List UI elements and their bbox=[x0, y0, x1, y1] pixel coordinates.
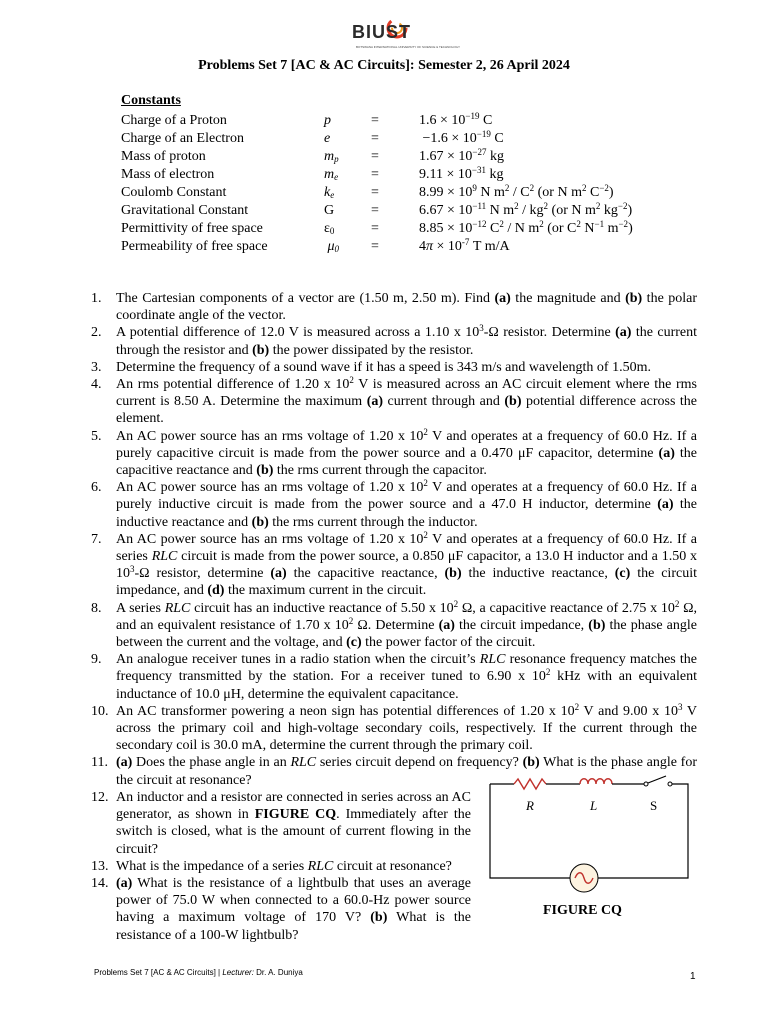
constant-symbol: $k_e$ bbox=[324, 185, 335, 200]
constant-symbol: $\mu_0$ bbox=[324, 239, 340, 254]
constant-name: Charge of a Proton bbox=[121, 113, 227, 128]
constant-name: Gravitational Constant bbox=[121, 203, 249, 218]
logo-text: BIUST bbox=[352, 22, 411, 42]
constant-value: $8.85 \times 10^{-12}$ $C^2$ / N $m^2$ (or $C^2$ $N^{-1}$ $m^{-2}$) bbox=[419, 219, 633, 236]
problem-item: 11. (a) Does the phase angle in an RLC series circuit depend on frequency? (b) What is the phase angle for the circuit at resonance? bbox=[91, 755, 697, 788]
constant-name: Mass of electron bbox=[121, 167, 215, 182]
page-number: 1 bbox=[690, 971, 696, 982]
problem-number: 2. bbox=[91, 325, 102, 341]
switch-symbol bbox=[648, 776, 666, 783]
problem-item: 8. A series RLC circuit has an inductive reactance of 5.50 x $10^2$ Ω, a capacitive reactance of 2.75 x $10^2$ Ω, and an equivalent resistance of 1.70 x $10^2$ Ω. Determine (a) the circuit impedance, (b) the phase angle between the current and the voltage, and (c) the power factor of the circuit. bbox=[91, 598, 698, 651]
constant-row bbox=[121, 167, 681, 185]
switch-terminal bbox=[668, 782, 672, 786]
constant-value: $-1.6 \times 10^{-19}$ C bbox=[419, 129, 504, 146]
university-logo bbox=[350, 14, 460, 52]
constant-name: Permittivity of free space bbox=[121, 221, 263, 236]
problem-number: 7. bbox=[91, 531, 102, 547]
problem-number: 3. bbox=[91, 359, 102, 375]
problem-number: 9. bbox=[91, 652, 102, 668]
problem-item: 6. An AC power source has an rms voltage of 1.20 x $10^2$ V and operates at a frequency of 60.0 Hz. If a purely inductive circuit is made from the power source and a 47.0 H inductor, determine (a) the inductive reactance and (b) the rms current through the inductor. bbox=[91, 478, 697, 530]
constant-name: Coulomb Constant bbox=[121, 185, 227, 200]
constant-value: $4\pi \times 10^{-7}$ T m/A bbox=[419, 237, 510, 254]
resistor-label: R bbox=[526, 798, 534, 813]
equals-sign: = bbox=[371, 239, 379, 254]
switch-terminal bbox=[644, 782, 648, 786]
problem-item: 7. An AC power source has an rms voltage of 1.20 x $10^2$ V and operates at a frequency of 60.0 Hz. If a series RLC circuit is made from the power source, a 0.850 μF capacitor, a 13.0 H inductor and a 1.50 x $10^3-\Omega$ resistor, determine (a) the capacitive reactance, (b) the inductive reactance, (c) the circuit impedance, and (d) the maximum current in the circuit. bbox=[91, 529, 697, 599]
problem-item: 1. The Cartesian components of a vector are (1.50 m, 2.50 m). Find (a) the magnitude and (b) the polar coordinate angle of the vector. bbox=[91, 291, 698, 324]
circuit-diagram bbox=[484, 776, 694, 891]
equals-sign: = bbox=[371, 113, 379, 128]
problem-number: 11. bbox=[91, 755, 108, 771]
constants-table bbox=[121, 113, 681, 257]
problem-item: 12. An inductor and a resistor are connected in series across an AC generator, as shown in FIGURE CQ. Immediately after the switch is closed, what is the amount of current flowing in the circuit? bbox=[91, 789, 472, 857]
constant-symbol: p bbox=[324, 113, 331, 128]
constant-row bbox=[121, 131, 681, 149]
constant-symbol: $m_p$ bbox=[324, 149, 339, 164]
problem-number: 4. bbox=[91, 377, 102, 393]
problem-item: 2. A potential difference of 12.0 V is measured across a 1.10 x $10^3-\Omega$ resistor. Determine (a) the current through the resistor and (b) the power dissipated by the resistor. bbox=[91, 323, 697, 358]
equals-sign: = bbox=[371, 185, 379, 200]
figure-caption: FIGURE CQ bbox=[543, 903, 622, 918]
equals-sign: = bbox=[371, 167, 379, 182]
constant-value: $1.67 \times 10^{-27}$ kg bbox=[419, 147, 504, 164]
circuit-wire bbox=[598, 784, 688, 878]
problem-number: 5. bbox=[91, 428, 102, 444]
page-title: Problems Set 7 [AC & AC Circuits]: Semester 2, 26 April 2024 bbox=[198, 58, 570, 73]
lecturer-name: Dr. A. Duniya bbox=[253, 968, 303, 977]
constant-value: $8.99 \times 10^9$ N $m^2 / C^2$ (or N $m^2$ $C^{-2}$) bbox=[419, 183, 614, 200]
logo-tagline: BOTSWANA INTERNATIONAL UNIVERSITY OF SCIENCE & TECHNOLOGY bbox=[356, 45, 460, 49]
inductor-label: L bbox=[590, 798, 598, 813]
problem-item: 4. An rms potential difference of 1.20 x $10^2$ V is measured across an AC circuit element where the rms current is 8.50 A. Determine the maximum (a) current through and (b) potential difference across the element. bbox=[91, 375, 697, 427]
problem-item: 3. Determine the frequency of a sound wave if it has a speed is 343 m/s and wavelength of 1.50m. bbox=[91, 359, 651, 375]
problem-item: 5. An AC power source has an rms voltage of 1.20 x $10^2$ V and operates at a frequency of 60.0 Hz. If a purely capacitive circuit is made from the power source and a 0.470 μF capacitor, determine (a) the capacitive reactance and (b) the rms current through the capacitor. bbox=[91, 426, 697, 479]
equals-sign: = bbox=[371, 203, 379, 218]
constant-symbol: $m_e$ bbox=[324, 167, 339, 182]
constant-name: Charge of an Electron bbox=[121, 131, 244, 146]
constant-name: Permeability of free space bbox=[121, 239, 268, 254]
constant-name: Mass of proton bbox=[121, 149, 206, 164]
problem-item: 9. An analogue receiver tunes in a radio station when the circuit’s RLC resonance frequency matches the frequency transmitted by the station. For a receiver tuned to 6.90 x $10^2$ kHz with an equivalent inductance of 10.0 μH, determine the equivalent capacitance. bbox=[91, 652, 697, 702]
constant-row bbox=[121, 113, 681, 131]
problem-number: 14. bbox=[91, 875, 109, 891]
equals-sign: = bbox=[371, 131, 379, 146]
constant-symbol: $\varepsilon_0$ bbox=[324, 221, 335, 236]
constant-value: $6.67 \times 10^{-11}$ N $m^2 / kg^2$ (or N $m^2$ $kg^{-2}$) bbox=[419, 201, 633, 218]
problem-item: 13. What is the impedance of a series RLC circuit at resonance? bbox=[91, 858, 452, 874]
equals-sign: = bbox=[371, 221, 379, 236]
problem-item: 14. (a) What is the resistance of a lightbulb that uses an average power of 75.0 W when connected to a 60.0-Hz power source having a maximum voltage of 170 V? (b) What is the resistance of a 100-W lightbulb? bbox=[91, 875, 471, 943]
equals-sign: = bbox=[371, 149, 379, 164]
constant-row bbox=[121, 239, 681, 257]
constant-row bbox=[121, 221, 681, 239]
problem-number: 8. bbox=[91, 600, 102, 616]
constant-value: $1.6 \times 10^{-19}$ C bbox=[419, 111, 493, 128]
problem-number: 13. bbox=[91, 858, 109, 874]
problem-number: 10. bbox=[91, 703, 109, 719]
constant-symbol: e bbox=[324, 131, 331, 146]
problem-number: 12. bbox=[91, 789, 109, 805]
resistor-symbol bbox=[514, 779, 546, 789]
footer-prefix: Problems Set 7 [AC & AC Circuits] | bbox=[94, 968, 223, 977]
problem-number: 1. bbox=[91, 291, 102, 306]
lecturer-label: Lecturer: bbox=[222, 968, 254, 977]
problem-number: 6. bbox=[91, 480, 102, 496]
constant-value: $9.11 \times 10^{-31}$ kg bbox=[419, 165, 504, 182]
page-footer bbox=[94, 968, 303, 977]
constant-row bbox=[121, 149, 681, 167]
problem-item: 10. An AC transformer powering a neon sign has potential differences of 1.20 x $10^2$ V and 9.00 x $10^3$ V across the primary coil and high-voltage secondary coils, respectively. If the current through the secondary coil is 30.0 mA, determine the current through the primary coil. bbox=[91, 701, 698, 754]
inductor-symbol bbox=[580, 779, 612, 784]
constants-heading: Constants bbox=[121, 93, 181, 108]
constant-symbol: G bbox=[324, 203, 335, 218]
switch-label: S bbox=[650, 798, 658, 813]
